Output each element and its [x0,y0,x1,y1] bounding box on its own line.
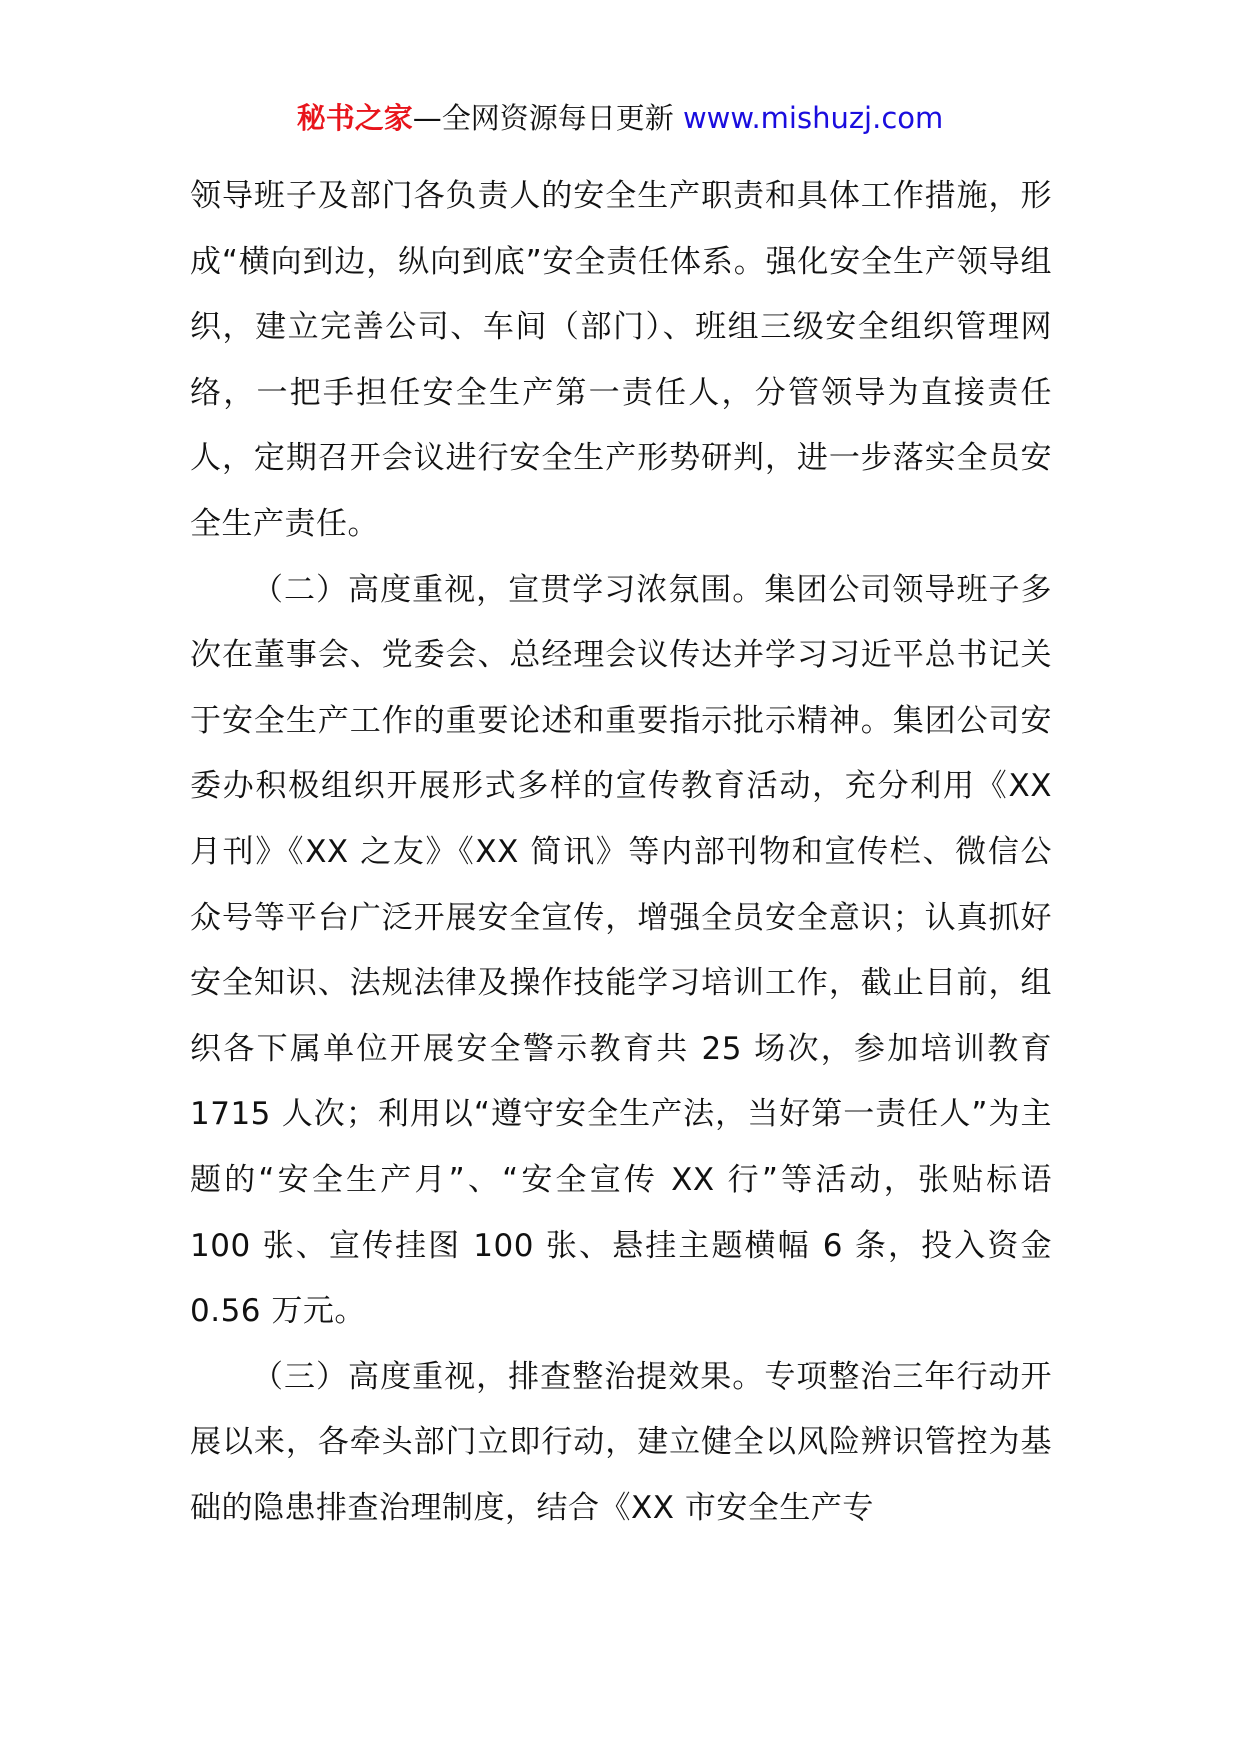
brand-name: 秘书之家 [296,101,413,135]
header-tagline: —全网资源每日更新 [412,101,674,135]
page-header [0,98,1240,138]
paragraph-2: （二）高度重视，宣贯学习浓氛围。集团公司领导班子多次在董事会、党委会、总经理会议传达并学习习近平总书记关于安全生产工作的重要论述和重要指示批示精神。集团公司安委办积极组织开展形式多样的宣传教育活动，充分利用《XX 月刊》《XX 之友》《XX 简讯》等内部刊物和宣传栏、微信公众号等平台广泛开展安全宣传，增强全员安全意识；认真抓好安全知识、法规法律及操作技能学习培训工作，截止目前，组织各下属单位开展安全警示教育共 25 场次，参加培训教育 1715 人次；利用以“遵守安全生产法，当好第一责任人”为主题的“安全生产月”、“安全宣传 XX 行”等活动，张贴标语 100 张、宣传挂图 100 张、悬挂主题横幅 6 条，投入资金 0.56 万元。 [190,571,1052,1330]
paragraph-3: （三）高度重视，排查整治提效果。专项整治三年行动开展以来，各牵头部门立即行动，建立健全以风险辨识管控为基础的隐患排查治理制度，结合《XX 市安全生产专 [190,1358,1052,1526]
paragraph-1: 领导班子及部门各负责人的安全生产职责和具体工作措施，形成“横向到边，纵向到底”安全责任体系。强化安全生产领导组织，建立完善公司、车间（部门）、班组三级安全组织管理网络，一把手担任安全生产第一责任人，分管领导为直接责任人，定期召开会议进行安全生产形势研判，进一步落实全员安全生产责任。 [190,178,1052,542]
document-body [190,164,1052,1541]
site-link[interactable]: www.mishuzj.com [682,101,944,135]
